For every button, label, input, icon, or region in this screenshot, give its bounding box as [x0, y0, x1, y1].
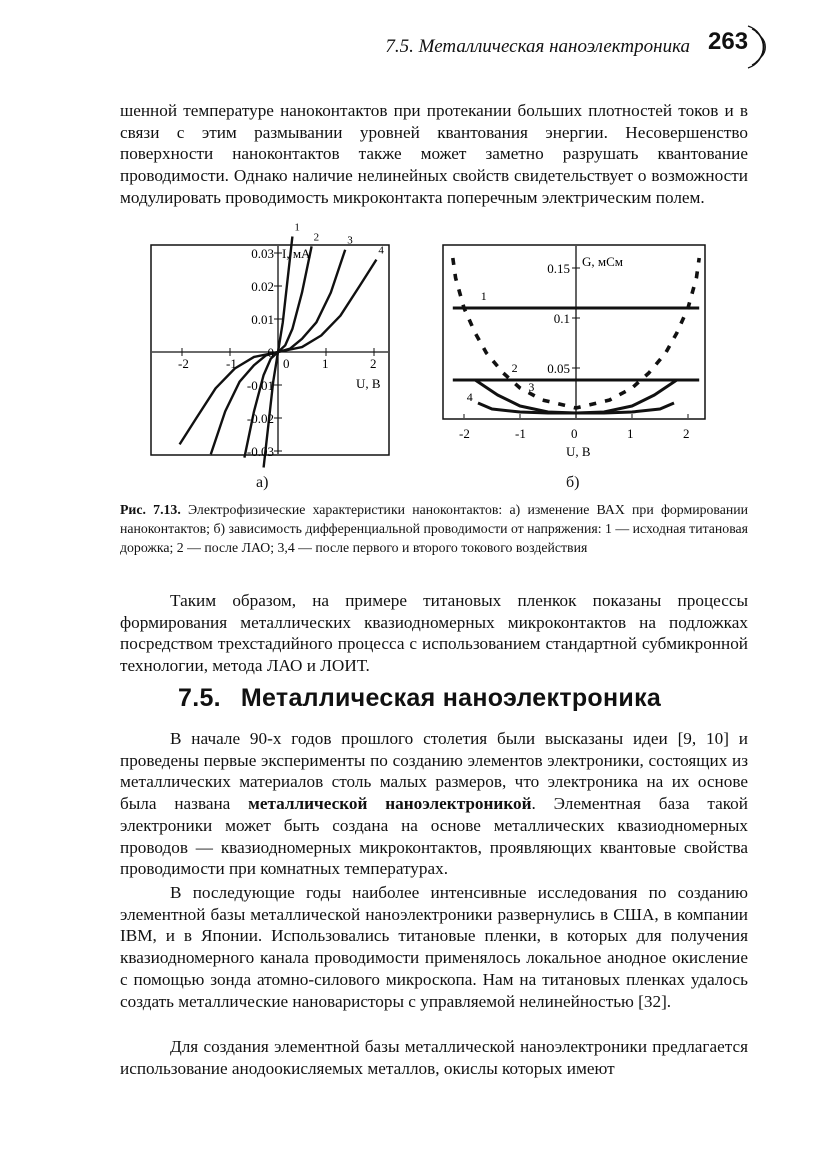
chart-a-y-axis-label: I, мА	[282, 246, 311, 261]
chart-b-y-tick-label: 0.05	[547, 361, 570, 376]
chart-a-x-tick-label: -2	[178, 356, 189, 371]
paragraph-1: шенной температуре наноконтактов при протекании больших плотностей токов и в связи с этим размывании уровней квантования энергии. Несовершенство поверхности наноконтактов также может заметно разрушать квантование проводимости. Однако наличие нелинейных свойств свидетельствует о возможности модулировать проводимость микроконтакта поперечным электрическим полем.	[120, 101, 748, 207]
chart-b-frame	[443, 245, 705, 419]
caption-label: Рис. 7.13.	[120, 502, 181, 517]
chart-a-x-axis-label: U, В	[356, 376, 381, 391]
chart-a-x-tick-label: 2	[370, 356, 377, 371]
chart-b-series-label-3: 3	[528, 380, 535, 394]
chart-b-x-tick-label: 2	[683, 426, 690, 441]
chart-b-x-tick-label: 1	[627, 426, 634, 441]
chart-b-y-tick-label: 0.15	[547, 261, 570, 276]
chart-a-x-tick-label: 0	[283, 356, 290, 371]
chart-b-series-label-1: 1	[480, 289, 487, 303]
chart-b-x-tick-label: -1	[515, 426, 526, 441]
chart-a-x-tick-label: 1	[322, 356, 329, 371]
chart-a-x-tick-label: -1	[226, 356, 237, 371]
paragraph-5: Для создания элементной базы металлической наноэлектроники предлагается использование анодоокисляемых металлов, окислы которых имеют	[120, 1037, 748, 1078]
chart-a-series-label-2: 2	[313, 231, 320, 244]
chart-b-conductance	[442, 244, 706, 459]
paragraph-2: Таким образом, на примере титановых пленкок показаны процессы формирования металлических квазиодномерных микроконтактов на подложках посредством трехстадийного процесса с использованием стандартной субмикронной технологии, метода ЛАО и ЛОИТ.	[120, 591, 748, 676]
paragraph-4: В последующие годы наиболее интенсивные исследования по созданию элементной базы металлической наноэлектроники развернулись в США, в компании IBM, и в Японии. Использовались титановые пленки, в которых для получения квазиодномерного канала проводимости применялось локальное анодное окисление с помощью зонда атомно-силового микроскопа. Нам на титановых пленках удалось создать металлические нановаристоры с управляемой нелинейностью [32].	[120, 883, 748, 1011]
chart-b-series-label-2: 2	[511, 361, 518, 375]
section-number: 7.5.	[178, 684, 221, 712]
chart-a-y-tick-label: 0.02	[251, 279, 274, 294]
p3-text-after: . Элементная база такой электроники может быть создана на основе металлических квазиодномерных проводов — квазиодномерных микроконтактов, проявляющих квантовые свойства проводимости при комнатных температурах.	[120, 794, 748, 879]
chart-a-y-tick-label: 0	[267, 345, 274, 360]
chart-b-x-tick-label: -2	[459, 426, 470, 441]
figure-caption	[120, 500, 748, 557]
chart-a-series-label-1: 1	[294, 221, 300, 234]
chart-a-y-tick-label: 0.01	[251, 312, 274, 327]
chart-b-series-label-4: 4	[466, 390, 473, 404]
chart-b-y-tick-label: 0.1	[553, 311, 570, 326]
chart-a-iv-curves	[150, 221, 390, 459]
chart-b-y-axis-label: G, мСм	[582, 254, 624, 269]
panel-b-label: б)	[566, 474, 580, 491]
chart-a-y-tick-label: -0.03	[246, 444, 274, 459]
p3-text-before: В начале 90-х годов прошлого столетия были высказаны идеи [9, 10] и проведены первые эксперименты по созданию элементов электроники, состоящих из металлических материалов столь малых размеров, что электроника на их основе была названа	[120, 729, 748, 814]
panel-a-label: а)	[256, 474, 269, 491]
chart-a-series-label-4: 4	[378, 244, 384, 257]
section-title-text: Металлическая наноэлектроника	[240, 684, 662, 712]
chart-b-x-axis-label: U, В	[566, 444, 591, 459]
caption-text: Электрофизические характеристики наноконтактов: а) изменение ВАХ при формировании наноконтактов; б) зависимость дифференциальной проводимости от напряжения: 1 — исходная титановая дорожка; 2 — после ЛАО; 3,4 — после первого и второго токового воздействия	[120, 502, 748, 555]
chart-b-x-tick-label: 0	[571, 426, 578, 441]
paragraph-3	[120, 728, 748, 880]
chart-a-series-label-3: 3	[347, 234, 353, 247]
chart-a-y-tick-label: 0.03	[251, 246, 274, 261]
section-heading	[178, 684, 661, 713]
page-number: 263	[708, 28, 749, 55]
chart-a-y-tick-label: -0.01	[246, 378, 274, 393]
chart-a-y-tick-label: -0.02	[246, 411, 274, 426]
running-header: 7.5. Металлическая наноэлектроника	[385, 36, 690, 57]
p3-bold-term: металлической наноэлектроникой	[248, 794, 532, 814]
